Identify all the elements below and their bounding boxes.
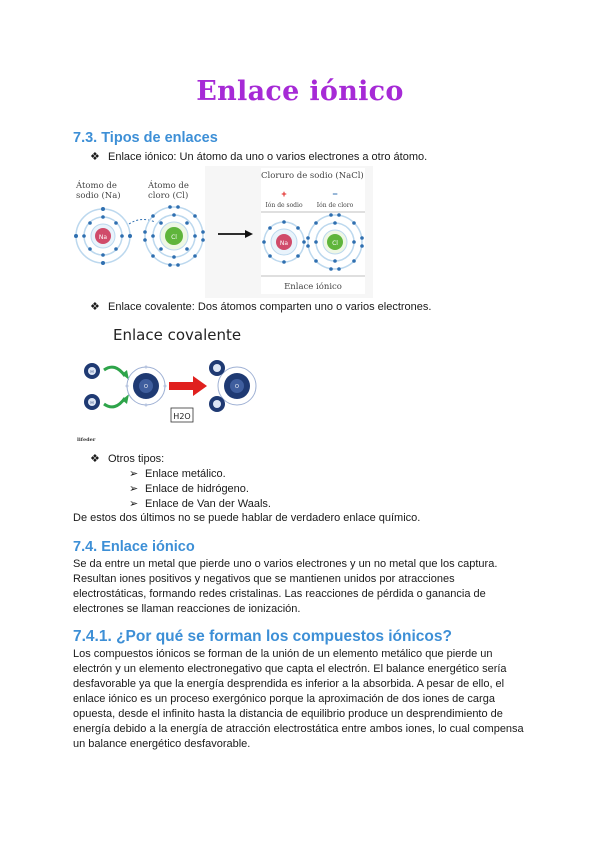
paragraph-line: opuesta, desde el infinito hasta la distancia de equilibrio produce un desprendimiento de: [73, 708, 503, 720]
image-credit: lifeder: [77, 437, 96, 443]
chlorine-ion-label: Ión de cloro: [316, 202, 354, 209]
chlorine-ion-symbol: Cl: [332, 240, 338, 247]
reaction-arrow-icon: [169, 376, 207, 396]
paragraph-line: desfavorable ya que la energía desprendida es inferior a la absorbida. A pesar de ello, el: [73, 678, 505, 690]
sub-item-text: Enlace metálico.: [145, 468, 226, 480]
sub-item-text: Enlace de hidrógeno.: [145, 483, 249, 495]
green-arrows-icon: [104, 367, 125, 407]
paragraph-line: Se da entre un metal que pierde uno o varios electrones y un no metal que los captura.: [73, 558, 498, 570]
sub-item-metallic: [129, 467, 226, 481]
section-heading-7-3: 7.3. Tipos de enlaces: [73, 130, 218, 146]
paragraph-line: electrones se llaman reacciones de ionización.: [73, 603, 301, 615]
note-paragraph: [73, 511, 533, 526]
page-title: Enlace iónico: [196, 76, 404, 107]
oxygen-symbol: O: [235, 384, 239, 390]
bullet-covalent: [90, 300, 431, 314]
bullet-others: [90, 452, 164, 466]
oxygen-atom: [126, 366, 167, 407]
paragraph-line: un balance energético desfavorable.: [73, 738, 251, 750]
arrow-bullet-icon: ➢: [129, 468, 139, 480]
hydrogen-symbol: H: [90, 369, 94, 374]
sodium-atom-label-2: sodio (Na): [76, 191, 121, 201]
ionic-bond-caption: Enlace iónico: [284, 282, 342, 292]
bullet-others-text: Otros tipos:: [108, 453, 165, 465]
sodium-atom-label-1: Átomo de: [76, 181, 117, 191]
hydrogen-atom-bottom: [84, 394, 100, 410]
chlorine-atom-label-2: cloro (Cl): [148, 191, 189, 201]
bullet-ionic-text: Enlace iónico: Un átomo da uno o varios electrones a otro átomo.: [108, 151, 428, 163]
bullet-covalent-text: Enlace covalente: Dos átomos comparten uno o varios electrones.: [108, 301, 432, 313]
sub-item-text: Enlace de Van der Waals.: [145, 498, 271, 510]
chlorine-ion: [306, 213, 364, 271]
hydrogen-atom-top: [84, 363, 100, 379]
sub-item-hydrogen: [129, 482, 249, 496]
paragraph-line: Resultan iones positivos y negativos que se mantienen unidos por atracciones: [73, 573, 455, 585]
bullet-ionic: [90, 150, 427, 164]
water-formula: H2O: [173, 412, 191, 421]
paragraph-line: enlace iónico es un proceso exergónico porque la aproximación de dos iones de carga: [73, 693, 495, 705]
section-heading-7-4: 7.4. Enlace iónico: [73, 539, 195, 555]
paragraph-line: electrón y un elemento electronegativo que capta el electrón. El balance energético sería: [73, 663, 507, 675]
ionic-bond-figure: [73, 166, 373, 298]
covalent-figure-title: Enlace covalente: [113, 326, 242, 344]
oxygen-symbol: O: [144, 384, 148, 390]
arrow-bullet-icon: ➢: [129, 498, 139, 510]
arrow-bullet-icon: ➢: [129, 483, 139, 495]
sodium-ion-label: Ión de sodio: [265, 202, 303, 209]
diamond-bullet-icon: ❖: [90, 301, 100, 313]
paragraph-7-4: [73, 557, 533, 617]
paragraph-line: Los compuestos iónicos se forman de la unión de un elemento metálico que pierde un: [73, 648, 493, 660]
sodium-symbol: Na: [98, 234, 108, 241]
covalent-bond-figure: [73, 318, 273, 446]
sodium-chloride-title: Cloruro de sodio (NaCl): [261, 171, 364, 181]
section-heading-7-4-1: 7.4.1. ¿Por qué se forman los compuestos iónicos?: [73, 628, 452, 645]
paragraph-line: energía debido a la energía de atracción electrostática entre ambos iones, lo cual compensa: [73, 723, 524, 735]
hydrogen-symbol: H: [90, 400, 94, 405]
paragraph-7-4-1: [73, 647, 533, 752]
water-molecule: [209, 360, 256, 412]
chlorine-symbol: Cl: [171, 234, 177, 241]
paragraph-line: electrostáticas, formando redes cristalinas. Las reacciones de pérdida o ganancia de: [73, 588, 486, 600]
chlorine-atom: [143, 205, 205, 267]
plus-charge-icon: +: [281, 189, 287, 199]
sodium-ion-symbol: Na: [279, 240, 289, 247]
diamond-bullet-icon: ❖: [90, 151, 100, 163]
chlorine-atom-label-1: Átomo de: [148, 181, 189, 191]
diamond-bullet-icon: ❖: [90, 453, 100, 465]
minus-charge-icon: −: [332, 189, 338, 199]
note-text: De estos dos últimos no se puede hablar de verdadero enlace químico.: [73, 512, 421, 524]
sub-item-van-der-waals: [129, 497, 271, 511]
